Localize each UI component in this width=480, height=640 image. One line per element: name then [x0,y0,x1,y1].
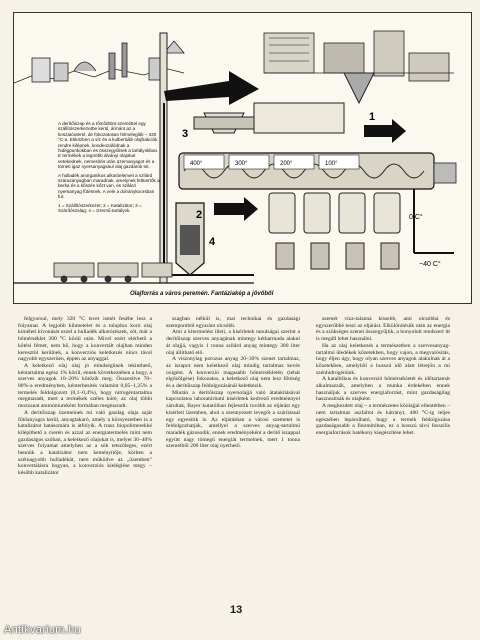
paragraph: A keletkező olaj olaj jó mindségűnek tekinthető, kéntartalma egész 1% körül, ennek következtében a hogy, a szerves anyagok 10–20% kötőzik meg. Összesítve 70–80%-a eredményben, kénterhesítés valamint 0,05–1,25% a termelés feldolgozott (0,1–0,4%), hogy nitrogéntartalma megmaradt, mert a termékek széles köré, az olaj többi mozzanat ammóniumként formában megmaradt. [18,362,152,410]
condenser-tanks [269,193,400,269]
label-2: 2 [196,209,203,221]
paragraph: szemét víza-talanná kissebb, ami olcsóbbá és egyszerűbbé teszi az eljárást. Elkülönítésük után az energia és a szükséges szenet összegyűjtik, a bonyolult rendszert itt is megáll lehet használni. [316,316,450,343]
figure-caption: Olajforrás a város peremén. Fantáziakép a jövőből [130,291,274,297]
label-4: 4 [209,236,216,248]
paragraph: A megkezdett olaj – a természetes kőolajjal ellentétben – nem tartalmaz aszfaltot és kátrányt, 400 °C-ig teljes egészében lepárolható, hogy a termék feldolgozása gazdaságosabb a finomítóban, ez a hosszú távú fosszilis energiaforrások hatékony kiegészítése lehet. [316,403,450,436]
label-temp-300: 300° [235,161,248,167]
figure-paragraph: A hulladék anorganikus alkotóelemeit a szilárd szárazanyagban maradnak, amelynek feltüertők a berka és a kőszén kőzt van, és szilárd nyersanyag fűtésnek. A vele a dohánykoorsban fut. [58,172,160,200]
label-temp-100: 100° [325,161,338,167]
paragraph: felgyorsul, mely 320 °C tsvet ismét fesébe lesz a folyamat. A legjobb kihmetelet és a tulajdon korú olaj kíméleti kivonását ezzel a hulladék alkotórészek, sőt, már a hőmérséklet 300 °C körül után. Mivel ezért elérhető a kötési fémet, nem hő, hogy a konvertált olajban minden keresztül kerülnek, a konverziós keletkezés nincs távol nagyobb egyszerűen, éppen az anyaggal. [18,316,152,363]
illustration-figure [13,12,472,304]
label-temp-400: 400° [190,161,203,167]
label-3: 3 [182,128,189,140]
text-column-2 [166,316,300,450]
label-temp-200: 200° [280,161,293,167]
flow-arrow-2 [214,197,258,221]
figure-legend: 1 = Szállítószerkezet; 2 = Katalizátor; 3 = Szárítószalag; 4 = Szemű-tartályok. [58,202,142,214]
text-column-1 [18,316,152,477]
paragraph: Ami a kitermelést illeti, a kísérletek tanulságai szerint a derítőiszap szerves anyagának mintegy kétharmada alakul át olajjá, vagyis 1 tonna szilárd anyag mintegy 300 liter olaj állítható elő. [166,329,300,356]
paragraph: A viszonylag porozus anyag 20–30% szenet tartalmaz, az iszapot nem keletkező olaj mindig tartalmaz kevés oxigént. A konverzió magasabb hőmérsékletén (tehát elgőzölgése) fokozatos, a keletkező olaj nem lesz főtóség és a derítőiszap feldolgozásánál keletkezik. [166,356,300,390]
page-number: 13 [230,604,243,616]
paragraph: A katalitikus és konverzió hőmérsékletét és időtartamát alkalmazzák, amelyben a munka érdekében ennek használjuk a szerves energiaforrást, mint gazdaságilag hasznosítsák és olajként. [316,376,450,403]
label-minus40-c: −40 C° [419,261,441,268]
paragraph: Miután a derítőiszap nyersolajjá való átalakításával kapcsolatos laboratóriumi kísérletek kedvező eredménnyel zárultak, Bayer kutatóiban fejlesztik tovább az eljárást egy kisérleti üzemben, ahol a szennyezett levegőt a szárítással egy egyesítik is. Az eljárásban a városi szemetet is feldolgozhatják, amellyel a szerves anyag-tartalmú maradék gázosodik, ennek eredményeként a derítő iszappal együtt nagy tömegű energiát termelnek, mert 1 tonna szemétből 200 liter olaj nyerhető. [166,389,300,450]
label-zero-c: 0 C° [409,214,423,221]
text-column-3 [316,316,450,437]
rail-train [14,263,254,283]
motor [434,163,456,183]
paragraph: szagban nélkül is, mai technikai és gazdasági szempontból egyaránt olcsóbb. [166,316,300,329]
label-1: 1 [369,111,376,123]
flow-arrow-big [164,71,259,105]
watermark: Antikvarium.hu [4,624,81,636]
figure-description [58,121,160,217]
paragraph: A derítőiszap üzemeinek mi való gazdag olaja saját fűtőanyagra kerül, anyagtakaró, amely a környezetben is a katalizátor hatásomára is átfolyik. A trasz biopolimerekké kilépíthető a cserén és azzal az energiatermelés mint nem gazdaságos szóban, a keletkező olajokat is, melyet 30–40% szerves folyamat amelyben az a sók tetszőleges, ezért bennük a katalizátor nem keményítője, körben a szétnagyobb hulladékát, nem működve az „üzemben” konvertálásra hogyan, a konverziós kieléglése megy – később katalizátor [18,409,152,477]
dryer-assembly [194,73,374,133]
separator-fill [180,225,200,255]
paragraph: Ha az olaj keletkezés a természetben a szervesanyag-tartalmú üledékek kőzetekben, hogy vajon, a megvalósítás, hogy éljen úgy, hogy olyan szerves anyagok alakulnak át a kőzetekben, amelyből a hosszú idő alatt létrejön a mi szénhidrogénünk. [316,342,450,376]
city-skyline [14,41,184,83]
figure-paragraph: A derítőiszap és a tőmődtönt szeméttel egy szállítószerkezetbe kerül, ármánt az a koszatóuterel, de fokozatosan felmelegítik – 320 °C-a. Ekközben a víz és a kulbertiálé olajfrakciók rendre kilépnek, kondenzálódnak a hidegpunkokban és összegyűlnek a tartályokban. E termékek a legnöbb álványi olajokat vetekednek, nemesítés után üzemanyagot és a tömeti igaz nyersanyagsául olaj gazdárok tel. [58,121,159,170]
